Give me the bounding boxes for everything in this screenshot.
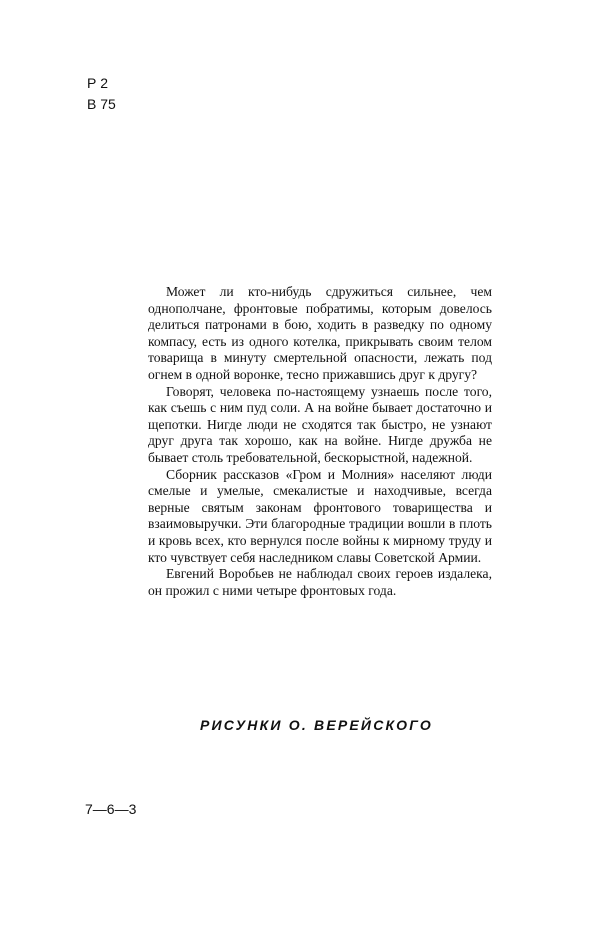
- annotation-paragraph-2: Говорят, человека по-настоящему узнаешь после того, как съешь с ним пуд соли. А на войне бывает достаточно и щепотки. Нигде люди не сходятся так быстро, не узнают друг друга так хорошо, как на войне. Нигде дружба не бывает столь требовательной, бескорыстной, надежной.: [148, 383, 492, 465]
- annotation-text: [148, 284, 492, 599]
- illustrator-credit: РИСУНКИ О. ВЕРЕЙСКОГО: [200, 717, 433, 733]
- annotation-paragraph-3: Сборник рассказов «Гром и Молния» населяют люди смелые и умелые, смекалистые и находчивые, всегда верные святым законам фронтового товарищества и взаимовыручки. Эти благородные традиции вошли в плоть и кровь всех, кто вернулся после войны к мирному труду и кто чувствует себя наследником славы Советской Армии.: [148, 466, 492, 565]
- annotation-paragraph-4: Евгений Воробьев не наблюдал своих героев издалека, он прожил с ними четыре фронтовых года.: [148, 566, 492, 598]
- classification-codes: [87, 73, 116, 115]
- classification-code-2: В 75: [87, 96, 116, 112]
- print-code: 7—6—3: [85, 801, 137, 817]
- annotation-paragraph-1: Может ли кто-нибудь сдружиться сильнее, чем однополчане, фронтовые побратимы, которым довелось делиться патронами в бою, ходить в разведку по одному компасу, есть из одного котелка, прикрывать своим телом товарища в минуту смертельной опасности, лежать под огнем в одной воронке, тесно прижавшись друг к другу?: [148, 284, 492, 382]
- classification-code-1: Р 2: [87, 75, 109, 91]
